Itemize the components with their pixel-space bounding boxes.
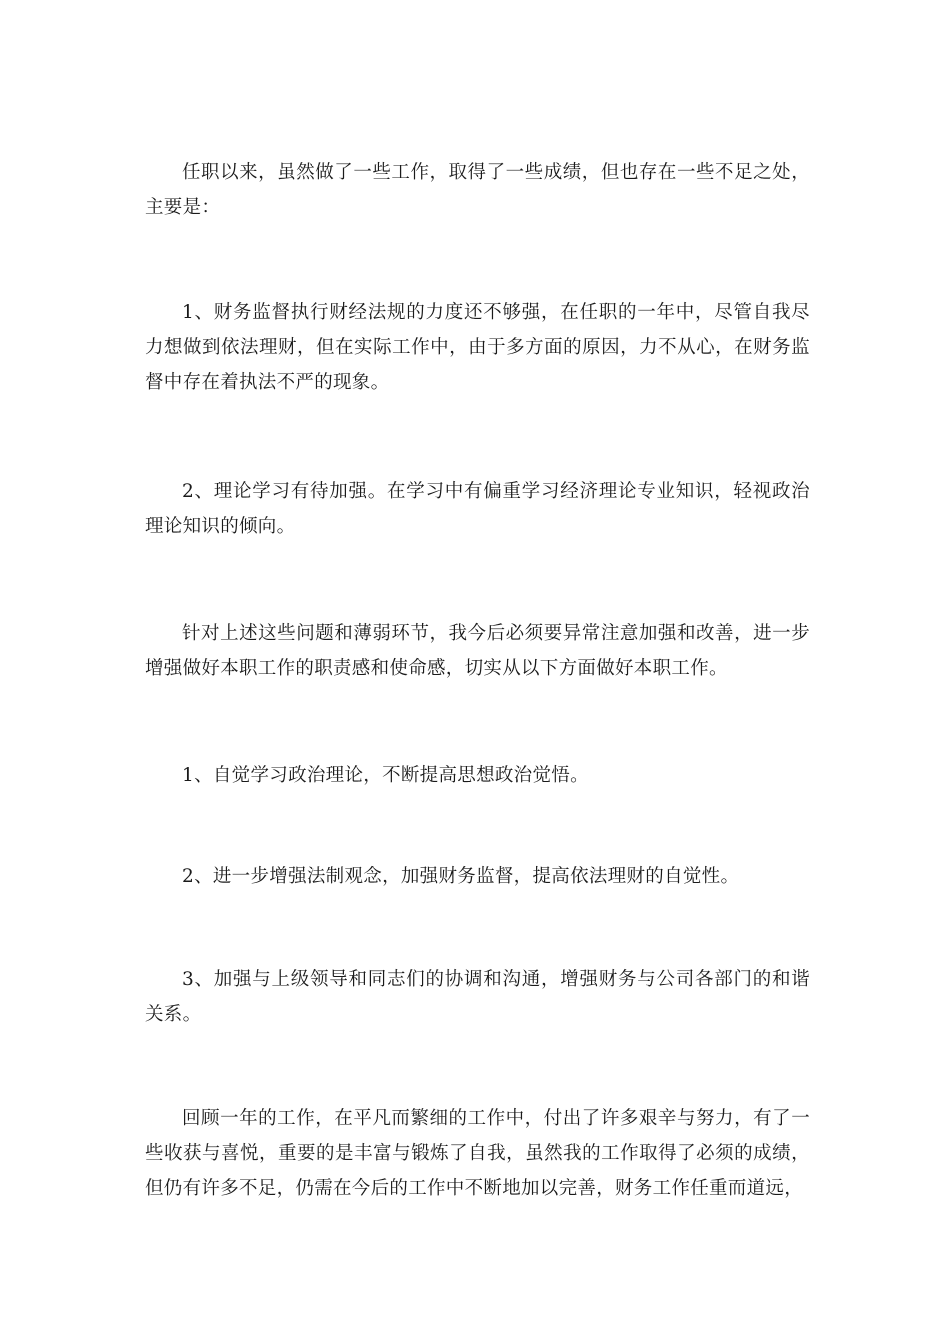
paragraph-improvement-2: 2、进一步增强法制观念，加强财务监督，提高依法理财的自觉性。 [182, 866, 740, 887]
paragraph-shortcomings-intro: 任职以来，虽然做了一些工作，取得了一些成绩，但也存在一些不足之处，主要是： [145, 162, 810, 218]
paragraph-improvement-1: 1、自觉学习政治理论，不断提高思想政治觉悟。 [182, 765, 589, 786]
paragraph-improvement-3: 3、加强与上级领导和同志们的协调和沟通，增强财务与公司各部门的和谐关系。 [145, 969, 810, 1025]
paragraph-shortcoming-2: 2、理论学习有待加强。在学习中有偏重学习经济理论专业知识，轻视政治理论知识的倾向。 [145, 481, 810, 537]
paragraph-review: 回顾一年的工作，在平凡而繁细的工作中，付出了许多艰辛与努力，有了一些收获与喜悦，重要的是丰富与锻炼了自我，虽然我的工作取得了必须的成绩，但仍有许多不足，仍需在今后的工作中不断地加以完善，财务工作任重而道远， [145, 1108, 810, 1199]
paragraph-improvement-intro: 针对上述这些问题和薄弱环节，我今后必须要异常注意加强和改善，进一步增强做好本职工作的职责感和使命感，切实从以下方面做好本职工作。 [145, 623, 810, 679]
paragraph-shortcoming-1: 1、财务监督执行财经法规的力度还不够强，在任职的一年中，尽管自我尽力想做到依法理财，但在实际工作中，由于多方面的原因，力不从心，在财务监督中存在着执法不严的现象。 [145, 302, 810, 393]
